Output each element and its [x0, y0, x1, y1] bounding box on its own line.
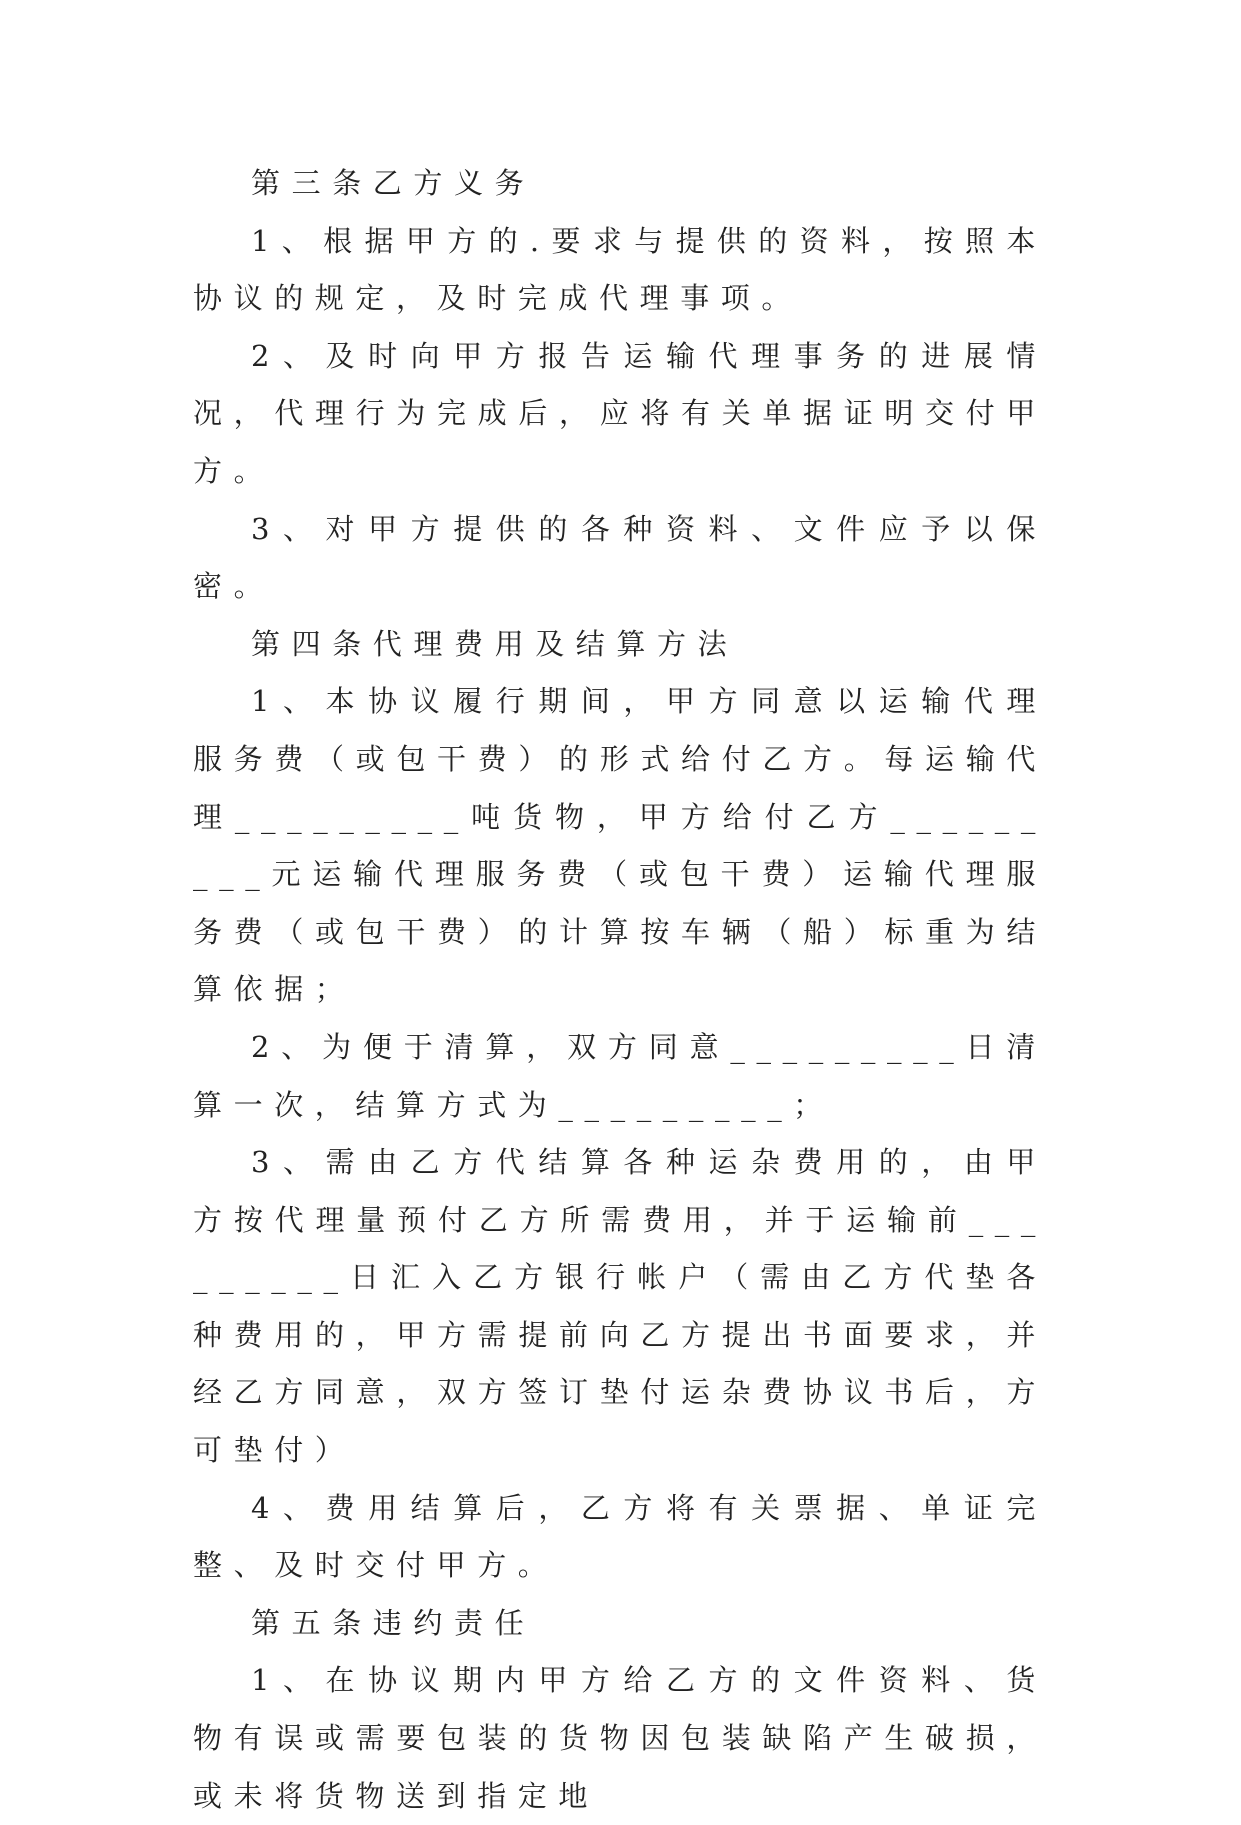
article-4-clause-3: 3、需由乙方代结算各种运杂费用的，由甲方按代理量预付乙方所需费用，并于运输前_________日汇入乙方银行帐户（需由乙方代垫各种费用的，甲方需提前向乙方提出书面要求，并经乙方同意，双方签订垫付运杂费协议书后，方可垫付）	[193, 1145, 1047, 1468]
article-4-clause-1: 1、本协议履行期间，甲方同意以运输代理服务费（或包干费）的形式给付乙方。每运输代理_________吨货物，甲方给付乙方_________元运输代理服务费（或包干费）运输代理服务费（或包干费）的计算按车辆（船）标重为结算依据；	[193, 684, 1047, 1007]
article-3-clause-3: 3、对甲方提供的各种资料、文件应予以保密。	[193, 511, 1047, 604]
article-3-heading: 第三条乙方义务	[251, 166, 536, 200]
article-4-clause-4: 4、费用结算后，乙方将有关票据、单证完整、及时交付甲方。	[193, 1490, 1047, 1583]
article-4-clause-2: 2、为便于清算，双方同意_________日清算一次，结算方式为_________；	[193, 1029, 1047, 1122]
article-3-clause-2: 2、及时向甲方报告运输代理事务的进展情况，代理行为完成后，应将有关单据证明交付甲方。	[193, 338, 1047, 488]
document-page	[193, 155, 1047, 1825]
article-4-heading: 第四条代理费用及结算方法	[251, 626, 739, 661]
article-3-clause-1: 1、根据甲方的.要求与提供的资料，按照本协议的规定，及时完成代理事项。	[193, 223, 1047, 316]
article-5-clause-1: 1、在协议期内甲方给乙方的文件资料、货物有误或需要包装的货物因包装缺陷产生破损，或未将货物送到指定地	[193, 1663, 1047, 1813]
article-5-heading: 第五条违约责任	[251, 1605, 536, 1640]
